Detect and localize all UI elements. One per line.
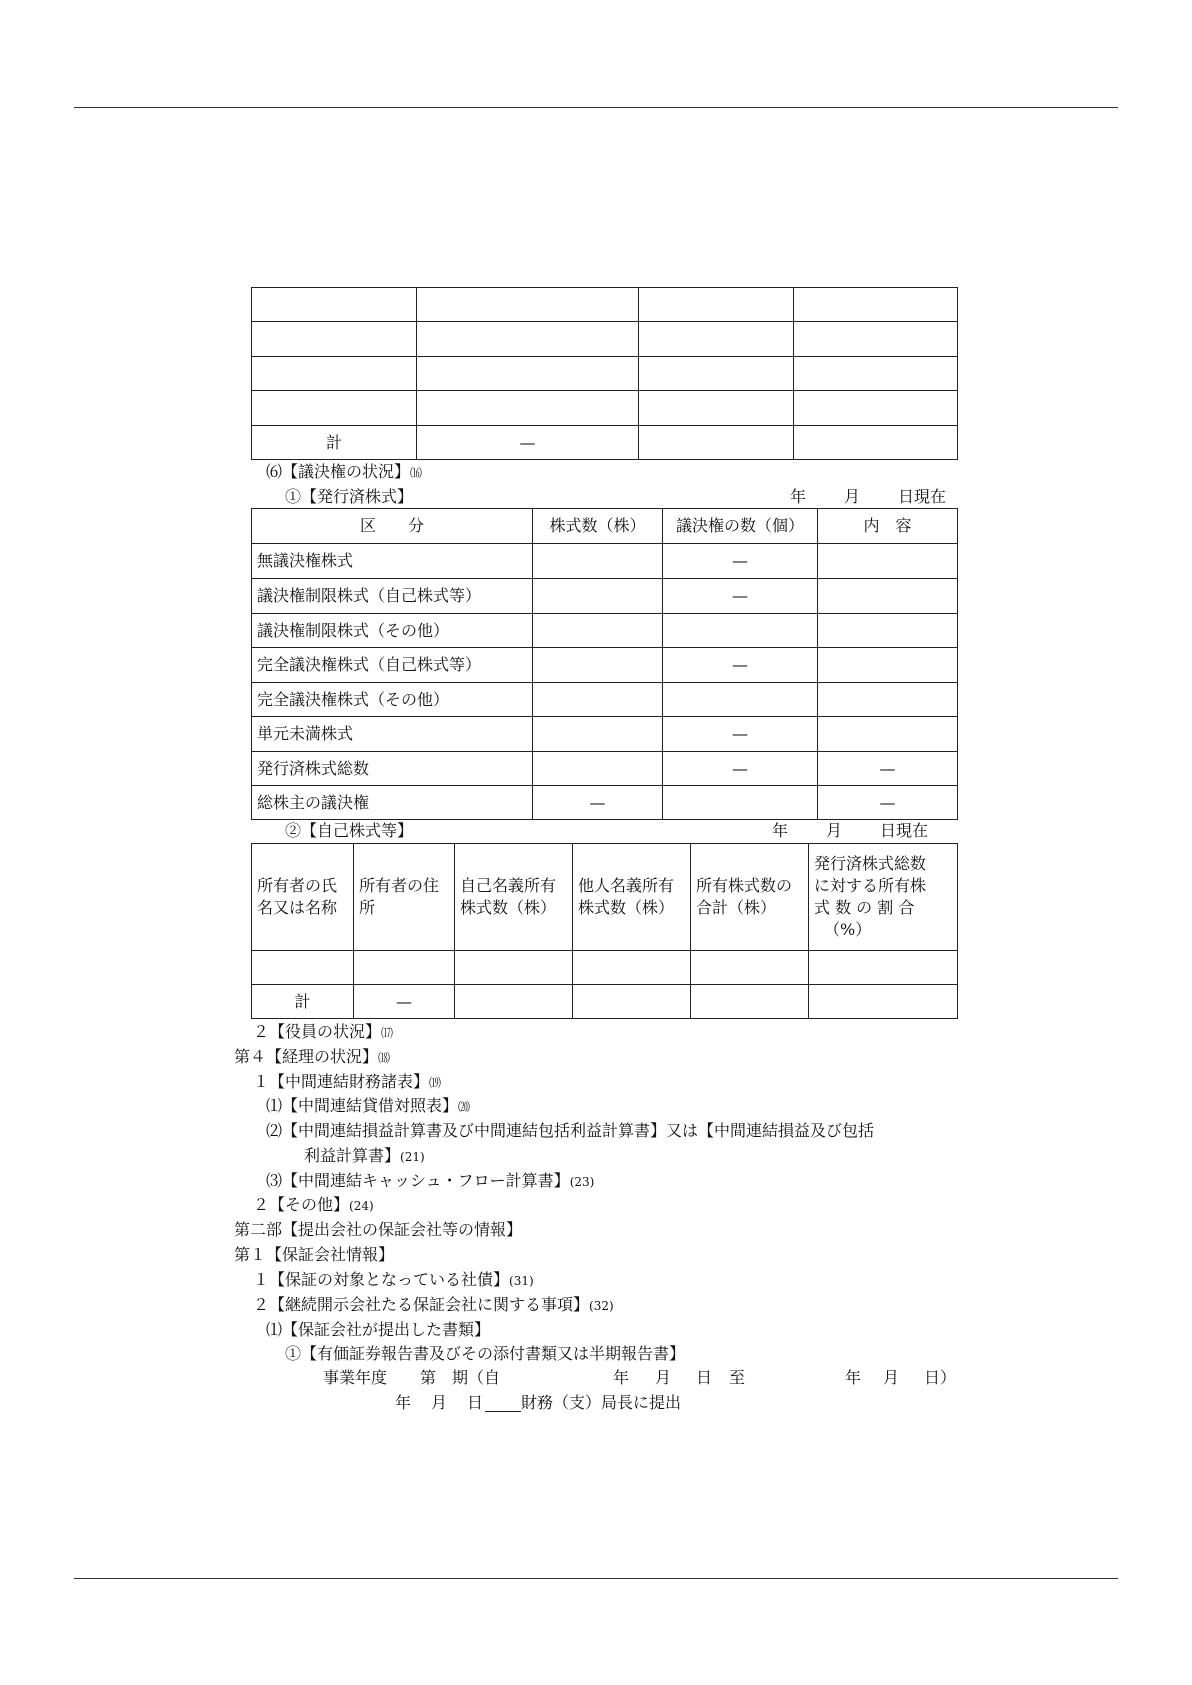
table-cell: [533, 683, 663, 717]
table-row: [252, 579, 958, 614]
table-cell: [691, 985, 809, 1019]
header-line: 所有者の住: [359, 876, 440, 895]
header-line: に対する所有株: [814, 876, 927, 895]
date-month: 月: [844, 487, 861, 506]
fiscal-from: 期（自: [452, 1368, 501, 1387]
date-year: 年: [772, 821, 789, 840]
outline-text: 第１【保証会社情報】: [234, 1245, 395, 1264]
row-label: 議決権制限株式（その他）: [252, 614, 533, 648]
outline-text: 第二部【提出会社の保証会社等の情報】: [234, 1220, 523, 1239]
table-cell: —: [818, 752, 958, 786]
table-cell: [533, 752, 663, 786]
note-ref: ⒄: [381, 1026, 394, 1040]
outline-line: [266, 1171, 594, 1192]
table-row: [252, 357, 958, 391]
outline-text: １【保証の対象となっている社債】: [253, 1270, 510, 1289]
table-row: [252, 717, 958, 752]
table-cell: [818, 544, 958, 579]
row-label: 無議決権株式: [252, 544, 533, 579]
table-cell: [794, 357, 958, 391]
table-row: [252, 614, 958, 648]
header-line: 自己名義所有: [460, 876, 557, 895]
table-cell: [455, 985, 573, 1019]
outline-text: 利益計算書】: [304, 1146, 401, 1165]
table-cell: —: [533, 786, 663, 820]
column-header: [691, 844, 809, 951]
outline-line: [285, 1344, 685, 1365]
fiscal-no-prefix: 第: [420, 1368, 437, 1387]
date-year: 年: [845, 1368, 862, 1387]
outline-line: [234, 1047, 390, 1068]
header-line: 合計（株）: [696, 898, 777, 917]
table-cell: —: [354, 985, 455, 1019]
table-cell: —: [663, 579, 818, 614]
date-month: 月: [655, 1368, 672, 1387]
date-day: 日: [467, 1393, 484, 1412]
table-row: [252, 288, 958, 322]
table-cell: [252, 357, 417, 391]
column-header: [455, 844, 573, 951]
table-cell: [252, 951, 354, 985]
outline-text: ２【役員の状況】: [253, 1022, 382, 1041]
issued-shares-table: [251, 508, 958, 820]
header-line: 所有者の氏: [257, 876, 338, 895]
table-row: [252, 648, 958, 683]
outline-line: [253, 1270, 534, 1291]
total-label: 計: [252, 985, 354, 1019]
fiscal-label: 事業年度: [323, 1368, 388, 1387]
note-ref: (31): [509, 1274, 534, 1288]
table-cell: [533, 614, 663, 648]
table-cell: [533, 717, 663, 752]
table-cell: [533, 544, 663, 579]
header-line: 所有株式数の: [696, 876, 793, 895]
table-cell: [663, 614, 818, 648]
table-cell: [818, 614, 958, 648]
header-line: 式 数 の 割 合: [814, 898, 915, 917]
subheading-issued-shares: ①【発行済株式】: [285, 487, 414, 506]
bureau-blank: [485, 1395, 521, 1412]
column-header: [252, 844, 354, 951]
table-cell: —: [663, 544, 818, 579]
column-header: [354, 844, 455, 951]
table-cell: [639, 322, 794, 357]
date-year: 年: [790, 487, 807, 506]
outline-text: ２【その他】: [253, 1195, 350, 1214]
table-cell: —: [663, 752, 818, 786]
table-cell: [639, 391, 794, 426]
outline-line: [266, 1096, 470, 1117]
table-cell: [639, 357, 794, 391]
outline-line: [253, 1022, 393, 1043]
table-cell: [252, 322, 417, 357]
outline-line: [304, 1146, 425, 1167]
column-header: 株式数（株）: [533, 509, 663, 544]
table-cell: [455, 951, 573, 985]
table-cell: [794, 322, 958, 357]
header-line: 他人名義所有: [578, 876, 675, 895]
table-cell: [663, 683, 818, 717]
header-line: 名又は名称: [257, 898, 338, 917]
total-label: 計: [252, 426, 417, 460]
table-cell: [639, 288, 794, 322]
date-day: 日）: [924, 1368, 957, 1387]
heading-text: ⑹【議決権の状況】: [266, 462, 411, 481]
table-row: [252, 951, 958, 985]
column-header: 区 分: [252, 509, 533, 544]
table-header-row: [252, 844, 958, 951]
table-cell: [417, 357, 639, 391]
row-label: 完全議決権株式（自己株式等）: [252, 648, 533, 683]
outline-line: [253, 1072, 441, 1093]
outline-text: ⑴【中間連結貸借対照表】: [266, 1096, 459, 1115]
outline-text: １【中間連結財務諸表】: [253, 1072, 430, 1091]
header-line: 発行済株式総数: [814, 854, 927, 873]
table-cell: [809, 951, 958, 985]
footer-rule: [74, 1578, 1118, 1579]
note-ref: (24): [349, 1199, 374, 1213]
outline-text: 第４【経理の状況】: [234, 1047, 379, 1066]
table-cell: —: [417, 426, 639, 460]
table-cell: —: [663, 648, 818, 683]
table-cell: [818, 579, 958, 614]
top-table: [251, 287, 958, 460]
table-row: [252, 426, 958, 460]
table-row: [252, 391, 958, 426]
date-day: 日: [696, 1368, 713, 1387]
table-cell: [639, 426, 794, 460]
table-cell: [417, 322, 639, 357]
outline-text: ①【有価証券報告書及びその添付書類又は半期報告書】: [285, 1344, 686, 1363]
header-line: 株式数（株）: [578, 898, 675, 917]
date-day: 日現在: [880, 821, 929, 840]
table-cell: [818, 648, 958, 683]
submission-line: [0, 1393, 1192, 1413]
outline-line: [266, 1121, 874, 1142]
note-ref: (32): [589, 1299, 614, 1313]
table-cell: [818, 717, 958, 752]
outline-line: [253, 1195, 374, 1216]
table-cell: [417, 288, 639, 322]
table-cell: [663, 786, 818, 820]
date-day: 日現在: [898, 487, 947, 506]
date-month: 月: [826, 821, 843, 840]
table-cell: [417, 391, 639, 426]
table-row: [252, 544, 958, 579]
table-cell: [794, 391, 958, 426]
note-ref: (23): [569, 1175, 595, 1189]
note-ref: (21): [400, 1150, 425, 1164]
fiscal-period-line: [0, 1368, 1192, 1388]
table-cell: [533, 579, 663, 614]
row-label: 議決権制限株式（自己株式等）: [252, 579, 533, 614]
column-header: [809, 844, 958, 951]
note-ref: ⒅: [378, 1051, 391, 1065]
table-cell: [794, 288, 958, 322]
table-cell: [354, 951, 455, 985]
header-rule: [74, 107, 1118, 108]
table-cell: [809, 985, 958, 1019]
outline-line: [266, 1320, 490, 1341]
outline-text: ２【継続開示会社たる保証会社に関する事項】: [253, 1295, 590, 1314]
outline-text: ⑶【中間連結キャッシュ・フロー計算書】: [266, 1171, 570, 1190]
table-header-row: [252, 509, 958, 544]
row-label: 完全議決権株式（その他）: [252, 683, 533, 717]
table-cell: [252, 391, 417, 426]
table-cell: —: [663, 717, 818, 752]
treasury-shares-table: [251, 843, 958, 1019]
submitted-to: 財務（支）局長に提出: [521, 1393, 682, 1412]
column-header: 議決権の数（個）: [663, 509, 818, 544]
header-line: 所: [359, 898, 376, 917]
table-cell: [691, 951, 809, 985]
table-cell: [818, 683, 958, 717]
header-line: （%）: [824, 920, 872, 939]
column-header: 内 容: [818, 509, 958, 544]
table-row: [252, 322, 958, 357]
table-cell: [573, 951, 691, 985]
date-year: 年: [395, 1393, 412, 1412]
table-row: [252, 683, 958, 717]
table-cell: [252, 288, 417, 322]
fiscal-to: 至: [729, 1368, 746, 1387]
table-cell: [794, 426, 958, 460]
outline-text: ⑴【保証会社が提出した書類】: [266, 1320, 491, 1339]
outline-line: [234, 1220, 522, 1241]
date-month: 月: [883, 1368, 900, 1387]
date-year: 年: [613, 1368, 630, 1387]
table-cell: —: [818, 786, 958, 820]
subheading-treasury-shares: ②【自己株式等】: [285, 821, 414, 840]
note-ref: ⒇: [458, 1100, 471, 1114]
row-label: 単元未満株式: [252, 717, 533, 752]
note-ref: ⒆: [429, 1076, 442, 1090]
table-cell: [533, 648, 663, 683]
table-row: [252, 752, 958, 786]
outline-text: ⑵【中間連結損益計算書及び中間連結包括利益計算書】又は【中間連結損益及び包括: [266, 1121, 875, 1140]
table-cell: [573, 985, 691, 1019]
row-label: 総株主の議決権: [252, 786, 533, 820]
date-month: 月: [431, 1393, 448, 1412]
outline-line: [253, 1295, 614, 1316]
column-header: [573, 844, 691, 951]
header-line: 株式数（株）: [460, 898, 557, 917]
note-ref: ⒃: [410, 466, 423, 480]
table-row: [252, 786, 958, 820]
outline-line: [234, 1245, 394, 1266]
table-row: [252, 985, 958, 1019]
row-label: 発行済株式総数: [252, 752, 533, 786]
section-heading-voting: [266, 462, 422, 483]
